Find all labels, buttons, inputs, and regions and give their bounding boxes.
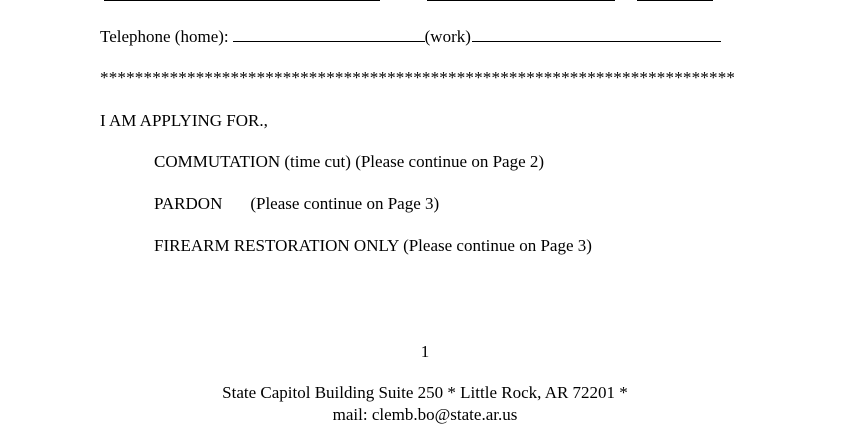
option-pardon [154, 194, 439, 214]
section-separator: ************************************************************************* [100, 68, 736, 87]
telephone-home-field[interactable] [233, 27, 425, 42]
fill-line-top-3 [637, 0, 713, 1]
fill-line-top-1 [104, 0, 380, 1]
telephone-work-label: (work) [424, 27, 471, 46]
telephone-home-label: Telephone (home): [100, 27, 229, 46]
fill-line-top-2 [427, 0, 615, 1]
footer-address: State Capitol Building Suite 250 * Little Rock, AR 72201 * [222, 383, 628, 402]
option-pardon-note: (Please continue on Page 3) [250, 194, 440, 213]
footer-email: mail: clemb.bo@state.ar.us [332, 405, 518, 424]
telephone-row [100, 27, 721, 47]
option-commutation: COMMUTATION (time cut) (Please continue on Page 2) [154, 152, 545, 171]
option-firearm-restoration: FIREARM RESTORATION ONLY (Please continue on Page 3) [154, 236, 592, 255]
page-number: 1 [420, 342, 430, 361]
applying-heading: I AM APPLYING FOR., [100, 111, 268, 130]
option-pardon-label: PARDON [154, 194, 223, 213]
telephone-work-field[interactable] [472, 27, 721, 42]
